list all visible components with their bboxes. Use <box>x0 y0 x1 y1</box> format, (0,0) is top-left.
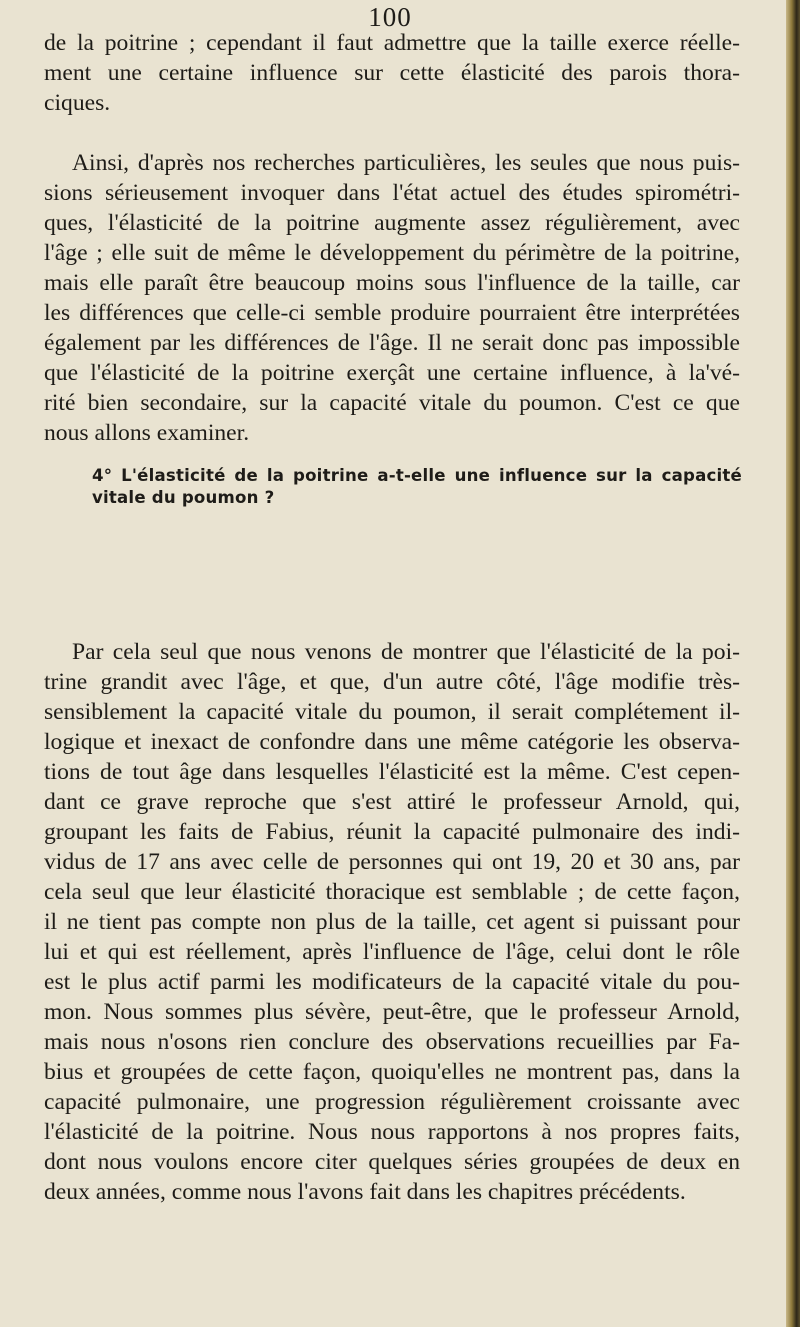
paragraph-2 <box>44 148 740 448</box>
text-line: nous allons examiner. <box>44 420 250 446</box>
text-line: rité bien secondaire, sur la capacité vitale du poumon. C'est ce que <box>44 390 740 416</box>
paragraph-3 <box>44 637 740 1207</box>
text-line: capacité pulmonaire, une progression régulièrement croissante avec <box>44 1089 740 1115</box>
text-line: cela seul que leur élasticité thoracique est semblable ; de cette façon, <box>44 879 740 905</box>
text-line: sensiblement la capacité vitale du poumon, il serait complétement il- <box>44 699 740 725</box>
text-line: également par les différences de l'âge. Il ne serait donc pas impossible <box>44 330 740 356</box>
text-line: lui et qui est réellement, après l'influence de l'âge, celui dont le rôle <box>44 939 740 965</box>
section-heading <box>92 465 742 509</box>
text-line: deux années, comme nous l'avons fait dans les chapitres précédents. <box>44 1179 686 1205</box>
text-line: mais elle paraît être beaucoup moins sous l'influence de la taille, car <box>44 270 740 296</box>
text-line: ment une certaine influence sur cette élasticité des parois thora- <box>44 60 740 86</box>
text-line: est le plus actif parmi les modificateurs de la capacité vitale du pou- <box>44 969 740 995</box>
text-line: Ainsi, d'après nos recherches particulières, les seules que nous puis- <box>72 150 740 176</box>
text-line: il ne tient pas compte non plus de la taille, cet agent si puissant pour <box>44 909 740 935</box>
text-line: groupant les faits de Fabius, réunit la capacité pulmonaire des indi- <box>44 819 740 845</box>
page-number: 100 <box>368 2 412 32</box>
page-edge <box>786 0 800 1327</box>
text-line: sions sérieusement invoquer dans l'état actuel des études spirométri- <box>44 180 740 206</box>
section-heading-line-1: 4° L'élasticité de la poitrine a-t-elle une influence sur la capacité <box>92 466 742 485</box>
text-line: l'âge ; elle suit de même le développement du périmètre de la poitrine, <box>44 240 740 266</box>
text-line: dont nous voulons encore citer quelques séries groupées de deux en <box>44 1149 740 1175</box>
text-line: de la poitrine ; cependant il faut admettre que la taille exerce réelle- <box>44 30 740 56</box>
text-line: que l'élasticité de la poitrine exerçât une certaine influence, à la'vé- <box>44 360 740 386</box>
text-line: Par cela seul que nous venons de montrer que l'élasticité de la poi- <box>72 639 740 665</box>
text-line: ques, l'élasticité de la poitrine augmente assez régulièrement, avec <box>44 210 740 236</box>
text-line: trine grandit avec l'âge, et que, d'un autre côté, l'âge modifie très- <box>44 669 740 695</box>
paragraph-1 <box>44 28 740 118</box>
text-line: bius et groupées de cette façon, quoiqu'elles ne montrent pas, dans la <box>44 1059 740 1085</box>
text-line: mon. Nous sommes plus sévère, peut-être, que le professeur Arnold, <box>44 999 740 1025</box>
text-line: mais nous n'osons rien conclure des observations recueillies par Fa- <box>44 1029 740 1055</box>
section-heading-line-2: vitale du poumon ? <box>92 488 275 507</box>
text-line: l'élasticité de la poitrine. Nous nous rapportons à nos propres faits, <box>44 1119 740 1145</box>
text-line: ciques. <box>44 90 111 116</box>
text-line: vidus de 17 ans avec celle de personnes qui ont 19, 20 et 30 ans, par <box>44 849 740 875</box>
text-line: logique et inexact de confondre dans une même catégorie les observa- <box>44 729 740 755</box>
text-line: tions de tout âge dans lesquelles l'élasticité est la même. C'est cepen- <box>44 759 740 785</box>
text-line: les différences que celle-ci semble produire pourraient être interprétées <box>44 300 740 326</box>
text-line: dant ce grave reproche que s'est attiré le professeur Arnold, qui, <box>44 789 740 815</box>
